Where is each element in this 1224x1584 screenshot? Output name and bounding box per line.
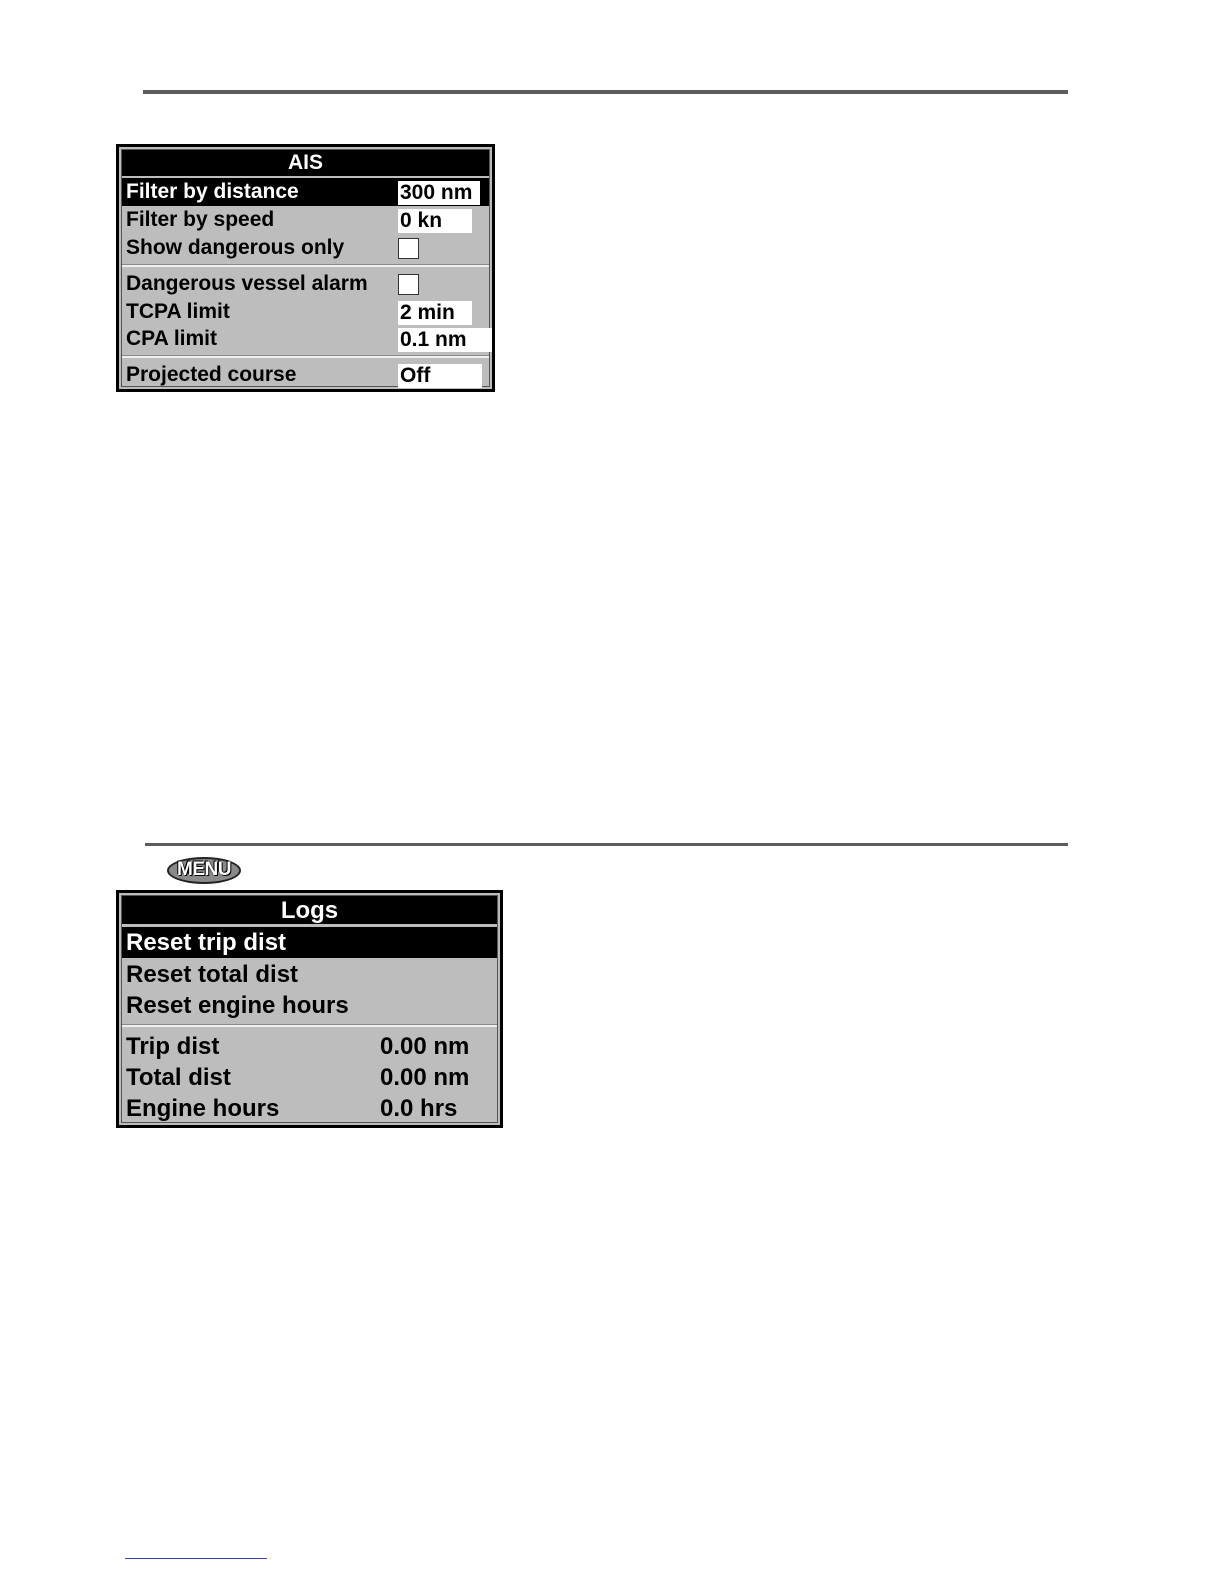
menu-item-reset-trip-dist[interactable] xyxy=(122,927,497,958)
section-divider xyxy=(122,264,489,267)
ais-menu-panel xyxy=(116,144,495,392)
menu-item-reset-total-dist[interactable] xyxy=(122,959,497,990)
menu-item-filter-by-distance[interactable] xyxy=(122,178,489,206)
readout-label: Engine hours xyxy=(126,1095,280,1122)
menu-item-dangerous-vessel-alarm[interactable] xyxy=(122,270,489,298)
show-dangerous-only-checkbox[interactable] xyxy=(398,238,419,259)
dangerous-vessel-alarm-checkbox[interactable] xyxy=(398,274,419,295)
top-divider xyxy=(143,90,1068,94)
menu-item-tcpa-limit[interactable] xyxy=(122,298,489,326)
menu-item-label: Reset engine hours xyxy=(126,992,349,1019)
menu-item-label: Reset trip dist xyxy=(126,929,287,956)
total-dist-value: 0.00 nm xyxy=(380,1064,470,1091)
ais-menu-title: AIS xyxy=(122,150,489,176)
section-divider xyxy=(122,1024,497,1027)
menu-item-label: TCPA limit xyxy=(126,300,230,323)
readout-label: Total dist xyxy=(126,1064,231,1091)
engine-hours-value: 0.0 hrs xyxy=(380,1095,458,1122)
menu-item-show-dangerous-only[interactable] xyxy=(122,234,489,262)
menu-item-label: Filter by speed xyxy=(126,208,275,231)
menu-item-label: Projected course xyxy=(126,363,297,386)
projected-course-field[interactable]: Off xyxy=(398,364,482,388)
menu-item-label: Reset total dist xyxy=(126,961,299,988)
menu-item-cpa-limit[interactable] xyxy=(122,325,489,353)
filter-speed-field[interactable]: 0 kn xyxy=(398,209,472,233)
readout-engine-hours xyxy=(122,1093,497,1124)
readout-label: Trip dist xyxy=(126,1033,220,1060)
section-divider xyxy=(122,355,489,358)
menu-item-reset-engine-hours[interactable] xyxy=(122,990,497,1021)
footer-link-underline xyxy=(125,1558,267,1559)
cpa-limit-field[interactable]: 0.1 nm xyxy=(398,328,492,352)
logs-menu-title: Logs xyxy=(122,896,497,924)
menu-key-icon: MENU xyxy=(167,857,241,884)
trip-dist-value: 0.00 nm xyxy=(380,1033,470,1060)
tcpa-limit-field[interactable]: 2 min xyxy=(398,301,472,325)
menu-item-label: Filter by distance xyxy=(126,180,299,203)
readout-trip-dist xyxy=(122,1031,497,1062)
menu-item-label: Dangerous vessel alarm xyxy=(126,272,368,295)
menu-item-label: CPA limit xyxy=(126,327,218,350)
logs-menu-panel xyxy=(116,890,503,1128)
section-divider-rule xyxy=(145,843,1068,846)
menu-item-projected-course[interactable] xyxy=(122,361,489,389)
menu-item-label: Show dangerous only xyxy=(126,236,345,259)
readout-total-dist xyxy=(122,1062,497,1093)
menu-item-filter-by-speed[interactable] xyxy=(122,206,489,234)
filter-distance-field[interactable]: 300 nm xyxy=(398,181,480,205)
